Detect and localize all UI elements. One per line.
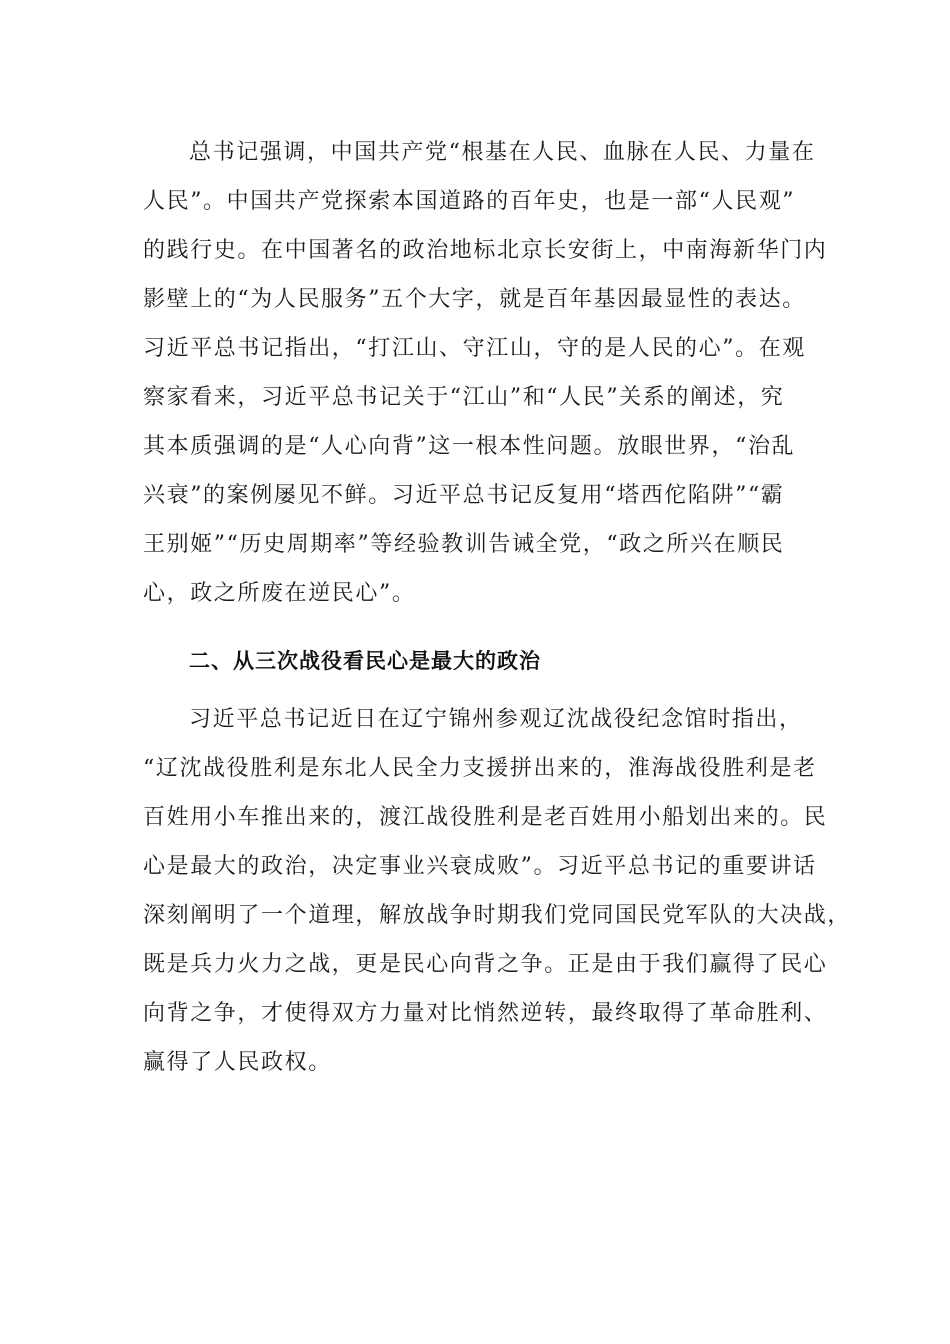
paragraph-line: 习近平总书记指出，“打江山、守江山，守的是人民的心”。在观	[143, 336, 806, 361]
paragraph-line: “辽沈战役胜利是东北人民全力支援拼出来的，淮海战役胜利是老	[143, 756, 817, 781]
section-heading: 二、从三次战役看民心是最大的政治	[189, 649, 541, 673]
paragraph-people-foundation	[143, 128, 828, 618]
paragraph-line: 人民”。中国共产党探索本国道路的百年史，也是一部“人民观”	[143, 189, 796, 214]
paragraph-line: 心，政之所废在逆民心”。	[143, 581, 416, 606]
paragraph-line: 王别姬”“历史周期率”等经验教训告诫全党，“政之所兴在顺民	[143, 532, 785, 557]
paragraph-line: 心是最大的政治，决定事业兴衰成败”。习近平总书记的重要讲话	[143, 854, 817, 879]
paragraph-line: 兴衰”的案例屡见不鲜。习近平总书记反复用“塔西佗陷阱”“霸	[143, 483, 785, 508]
paragraph-line: 向背之争，才使得双方力量对比悄然逆转，最终取得了革命胜利、	[143, 1001, 828, 1026]
paragraph-line: 察家看来，习近平总书记关于“江山”和“人民”关系的阐述，究	[143, 385, 785, 410]
paragraph-line: 总书记强调，中国共产党“根基在人民、血脉在人民、力量在	[189, 140, 816, 165]
paragraph-line: 深刻阐明了一个道理，解放战争时期我们党同国民党军队的大决战，	[143, 903, 852, 928]
paragraph-line: 的践行史。在中国著名的政治地标北京长安街上，中南海新华门内	[143, 238, 828, 263]
paragraph-line: 赢得了人民政权。	[143, 1050, 332, 1075]
paragraph-line: 既是兵力火力之战，更是民心向背之争。正是由于我们赢得了民心	[143, 952, 828, 977]
paragraph-line: 影壁上的“为人民服务”五个大字，就是百年基因最显性的表达。	[143, 287, 806, 312]
paragraph-line: 其本质强调的是“人心向背”这一根本性问题。放眼世界，“治乱	[143, 434, 796, 459]
paragraph-line: 习近平总书记近日在辽宁锦州参观辽沈战役纪念馆时指出，	[189, 707, 803, 732]
paragraph-three-campaigns	[143, 695, 852, 1087]
paragraph-line: 百姓用小车推出来的，渡江战役胜利是老百姓用小船划出来的。民	[143, 805, 828, 830]
